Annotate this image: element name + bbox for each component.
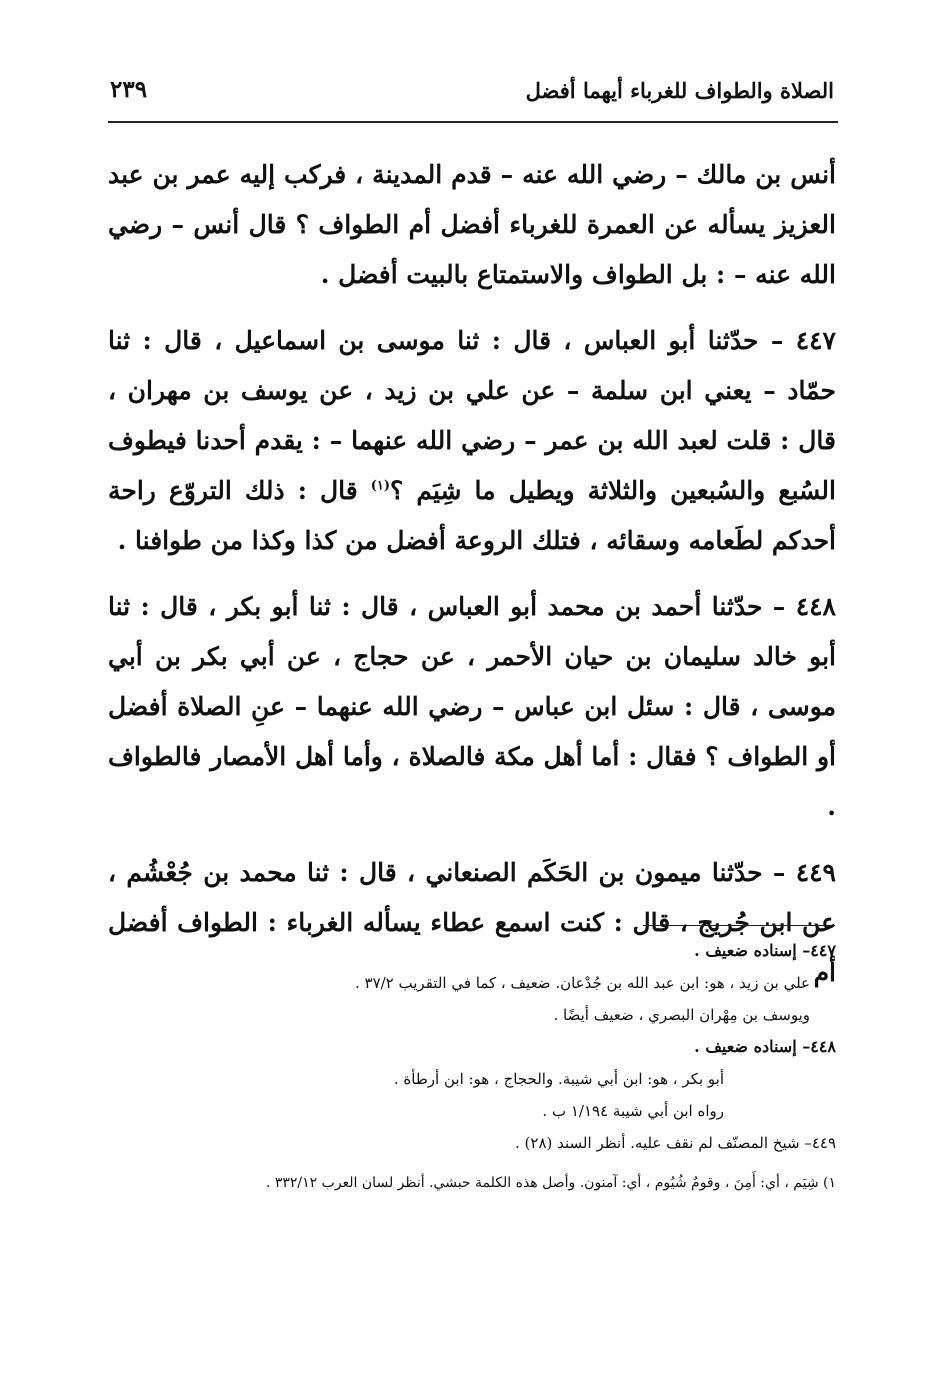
hadith-447 [108, 316, 836, 566]
header-rule [108, 121, 838, 123]
hadith-text: – حدّثنا أحمد بن محمد أبو العباس ، قال : ثنا أبو بكر ، قال : ثنا أبو خالد سليمان بن حيان الأحمر ، عن حجاج ، عن أبي بكر بن أبي موسى ، قال : سئل ابن عباس – رضي الله عنهما – عنِ الصلاة أفضل أو الطواف ؟ فقال : أما أهل مكة فالصلاة ، وأما أهل الأمصار فالطواف . [108, 592, 836, 821]
note-447-line: ويوسف بن مِهْران البصري ، ضعيف أيضًا . [553, 1006, 810, 1024]
hadith-number: ٤٤٨ [795, 592, 836, 621]
page-number: ٢٣٩ [110, 76, 148, 103]
running-title: الصلاة والطواف للغرباء أيهما أفضل [525, 78, 834, 103]
hadith-text-tail: قال : ذلك التروّع راحة أحدكم لطَعامه وسقائه ، فتلك الروعة أفضل من كذا وكذا من طوافنا . [108, 476, 836, 555]
hadith-number: ٤٤٩ [795, 858, 836, 887]
hadith-text: – حدّثنا أبو العباس ، قال : ثنا موسى بن اسماعيل ، قال : ثنا حمّاد – يعني ابن سلمة – عن علي بن زيد ، عن يوسف بن مهران ، قال : قلت لعبد الله بن عمر – رضي الله عنهما – : يقدم أحدنا فيطوف السُبع والسُبعين والثلاثة ويطيل ما شِيَم ؟ [108, 326, 836, 505]
footnote-rule [643, 925, 835, 926]
page-header [110, 78, 834, 118]
hadith-448 [108, 582, 836, 832]
footnote-1: ١) شِيَم ، أي: أَمِنَ ، وقومٌ شُيُوم ، أي: آمنون. وأصل هذه الكلمة حبشي. أنظر لسان العرب ٣٣٢/١٢ . [265, 1175, 836, 1191]
note-447-heading: ٤٤٧– إسناده ضعيف . [694, 941, 836, 960]
note-448-line: أبو بكر ، هو: ابن أبي شيبة. والحجاج ، هو: ابن أرطأة . [393, 1070, 724, 1088]
notes-section [108, 935, 836, 1197]
hadith-text: – حدّثنا ميمون بن الحَكَم الصنعاني ، قال : ثنا محمد بن جُعْشُم ، عن ابن جُريج ، قال : كنت اسمع عطاء يسأله الغرباء : الطواف أفضل أم [108, 858, 836, 987]
note-447-line: علي بن زيد ، هو: ابن عبد الله بن جُدْعان. ضعيف ، كما في التقريب ٣٧/٢ . [354, 974, 810, 992]
footnote-marker: (١) [370, 478, 391, 494]
note-448-heading: ٤٤٨– إسناده ضعيف . [694, 1037, 836, 1056]
note-449: ٤٤٩– شيخ المصنّف لم نقف عليه. أنظر السند (٢٨) . [515, 1134, 836, 1152]
hadith-number: ٤٤٧ [795, 326, 836, 355]
note-448-line: رواه ابن أبي شيبة ١/١٩٤ ب . [542, 1102, 724, 1120]
main-text [108, 150, 836, 1014]
paragraph-continuation: أنس بن مالك – رضي الله عنه – قدم المدينة ، فركب إليه عمر بن عبد العزيز يسأله عن العمرة للغرباء أفضل أم الطواف ؟ قال أنس – رضي الله عنه – : بل الطواف والاستمتاع بالبيت أفضل . [108, 160, 836, 289]
